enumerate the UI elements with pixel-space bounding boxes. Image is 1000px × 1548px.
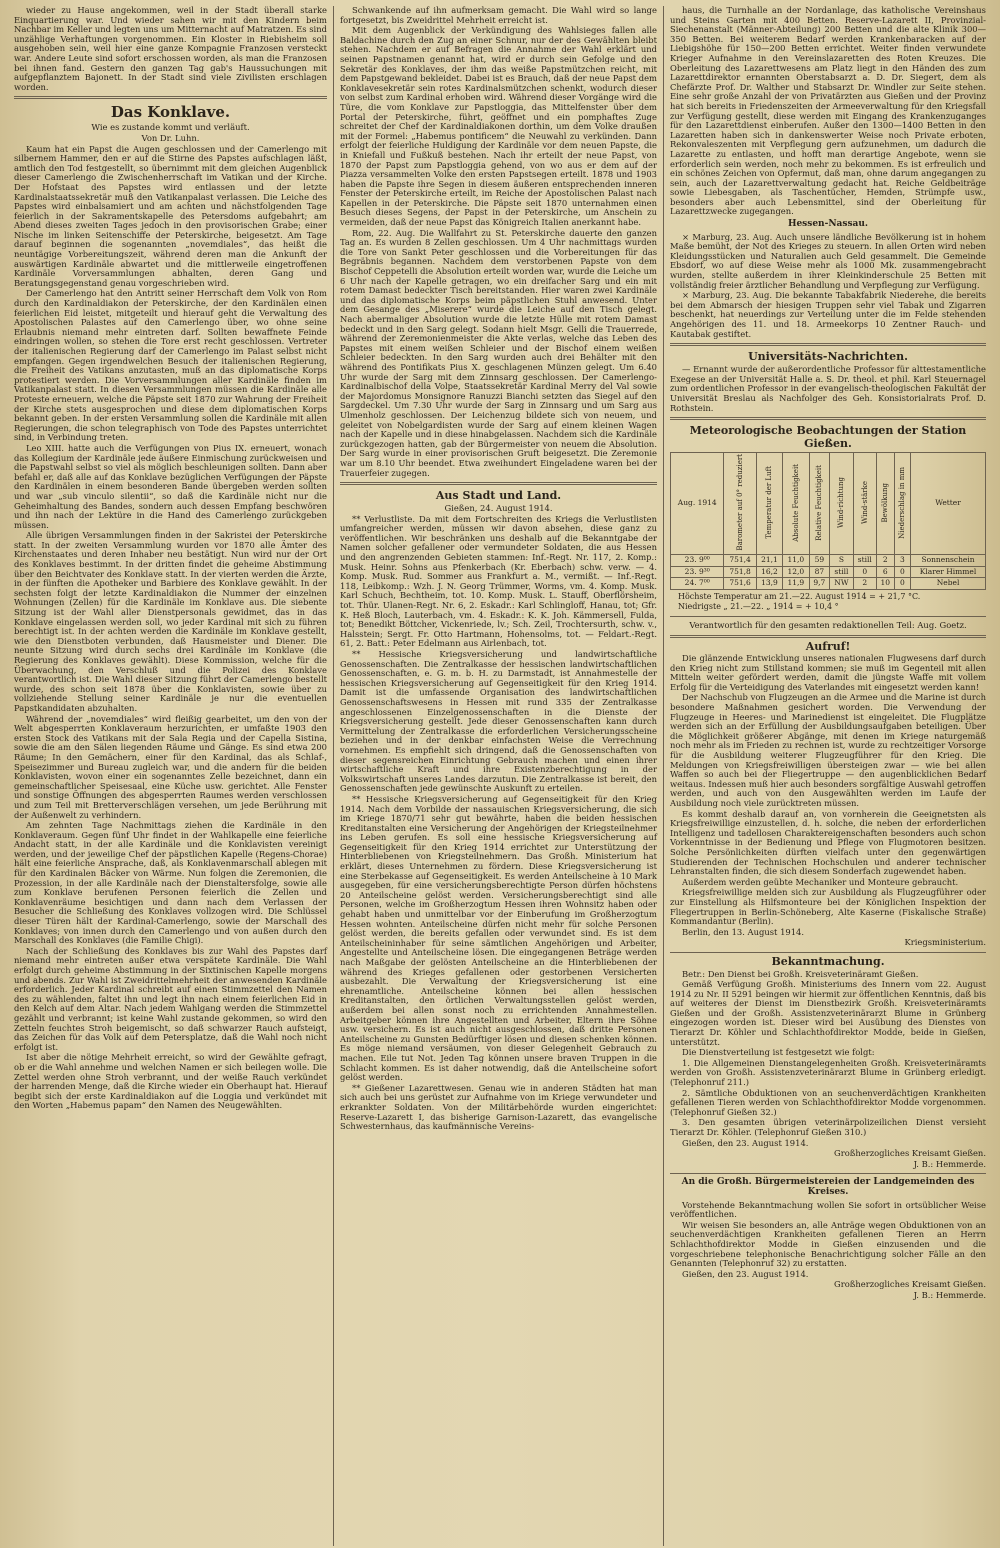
met-cell: 0	[894, 566, 910, 578]
article-title-konklave: Das Konklave.	[110, 103, 231, 122]
met-cell: 16,2	[756, 566, 782, 578]
met-header	[876, 453, 894, 555]
met-row	[671, 555, 986, 567]
met-cell: 13,9	[756, 578, 782, 590]
buergermeister-paragraph: Wir weisen Sie besonders an, alle Anträge wegen Obduktionen von an seuchenverdächtigen Krankheiten gefallenen Tieren an Herrn Schlachthofdirektor Modde in Gießen einzusenden und die vorgeschriebene telephonische Benachrichtigung solcher Fälle an den Genannten (Telephonruf 32) zu erstatten.	[670, 1219, 986, 1269]
met-cell: 87	[809, 566, 830, 578]
met-header-text: Bewölkung	[881, 482, 889, 523]
met-cell: 11,0	[783, 555, 809, 567]
responsible-editor: Verantwortlich für den gesamten redaktionellen Teil: Aug. Goetz.	[689, 619, 967, 630]
met-header	[724, 453, 756, 555]
buergermeister-paragraph: Vorstehende Bekanntmachung wollen Sie sofort in ortsüblicher Weise veröffentlichen.	[670, 1199, 986, 1220]
buergermeister-title: An die Großh. Bürgermeistereien der Landgemeinden des Kreises.	[681, 1177, 975, 1197]
bekanntmachung-paragraph: Die Dienstverteilung ist festgesetzt wie folgt:	[682, 1047, 875, 1058]
met-header-text: Aug. 1914	[677, 498, 717, 508]
met-cell: Nebel	[911, 578, 986, 590]
bekanntmachung-paragraph: Gemäß Verfügung Großh. Ministeriums des Innern vom 22. August 1914 zu Nr. II 5291 beingen wir hiermit zur öffentlichen Kenntnis, daß bis auf weiteres der Dienst im Dienstbezirk Großh. Kreisveterinäramts Gießen und der Großh. Assistenzveterinärarzt Blume in Grünberg eingezogen worden ist. Dieser wird bei Ausübung des Dienstes von Tierarzt Dr. Köhler und Schlachthofdirektor Modde, beide in Gießen, unterstützt.	[670, 979, 986, 1047]
met-header	[756, 453, 782, 555]
bekanntmachung-item: 2. Sämtliche Obduktionen von an seuchenverdächtigen Krankheiten gefallenen Tieren werden von Schlachthofdirektor Modde vorgenommen. (Telephonruf Gießen 32.)	[670, 1087, 986, 1117]
bekanntmachung-item: 1. Die Allgemeinen Dienstangelegenheiten Großh. Kreisveterinäramts werden von Großh. Assistenzveterinärarzt Blume in Grünberg erledigt. (Telephonruf 211.)	[670, 1057, 986, 1088]
konklave-paragraph: Nach der Schließung des Konklaves bis zur Wahl des Papstes darf niemand mehr eintreten außer etwa verspätete Kardinäle. Die Wahl erfolgt durch geheime Abstimmung in der Sixtinischen Kapelle morgens und abends. Zur Wahl ist Zweidrittelmehrheit der anwesenden Kardinäle erforderlich. Jeder Kardinal schreibt auf einen Stimmzettel den Namen des zu wählenden, faltet ihn und legt ihn nach einem feierlichen Eid in den Kelch auf dem Altar. Nach jedem Wahlgang werden die Stimmzettel gezählt und verbrannt; ist keine Wahl zustande gekommen, so wird den Zetteln feuchtes Stroh beigemischt, so daß schwarzer Rauch aufsteigt, das Zeichen für das Volk auf dem Petersplatze, daß die Wahl noch nicht erfolgt ist.	[14, 945, 327, 1052]
konklave-paragraph: Alle übrigen Versammlungen finden in der Sakristei der Peterskirche statt. In der zweiten Versammlung wurden vor 1870 alle Ämter des Kirchenstaates und deren Inhaber neu bestätigt. Nun wird nur der Ort des Konklaves bestimmt. In der dritten findet die geheime Abstimmung über den Beichtvater des Konklave statt. In der vierten werden die Ärzte, in der fünften die Apotheker und Barbiere des Konklave gewählt. In der sechsten folgt der letzte Kardinaldiakon die Nummer der einzelnen Wohnungen (Zellen) für die Kardinäle im Konklave aus. Die siebente Sitzung ist der Wahl aller Dienstpersonals gewidmet, das in das Konklave eingelassen werden soll, wo jeder Kardinal mit sich zu führen berechtigt ist. In der achten werden die Kardinäle im Konklave gestellt, wie den Dienstboten verbunden, daß Hausmeister und Diener. Die neunte Sitzung wird durch sechs drei Kardinäle im Konklave (die Regierung des Konklaves gewählt). Diese Kommission, welche für die Überwachung, den Verschluß und die Polizei des Konklave verantwortlich ist. Die Wahl dieser Sitzung führt der Camerlengo bestellt wurde, des schon seit 1878 über die Konklavisten, sowie über zu vollziehende Stellung seiner Kardinäle je nur die eventuellen Papstkandidaten abzuhalten.	[14, 530, 327, 713]
met-header	[894, 453, 910, 555]
section-title-aus-stadt: Aus Stadt und Land.	[435, 489, 562, 503]
konklave-paragraph: Am zehnten Tage Nachmittags ziehen die Kardinäle in den Konklaveraum. Gegen fünf Uhr findet in der Wahlkapelle eine feierliche Andacht statt, in der alle Kardinäle und die Konklavisten vereinigt werden, und der jeweilige Chef der päpstlichen Kapelle (Regens-Chorae) hält eine feierliche Ansprache, daß, als Konklavenmarschall ablegen mit für den Kardinalen Bäcker von Wärme. Nun folgen die Zeremonien, die Prozession, in der alle Kardinäle nach der Dienstaltersfolge, sowie alle zum Konklave berufenen Personen feierlich die Zellen und Konklavenräume besichtigen und dann nach dem Verlassen der Besucher die Schließung des Konklaves vollzogen wird. Die Schlüssel dieser Türen hält der Kardinal-Camerlengo, sowie der Marschall des Konklaves; von innen durch den Camerlengo und von außen durch den Marschall des Konklaves (die Familie Chigi).	[14, 820, 327, 946]
news-paragraph: — Ernannt wurde der außerordentliche Professor für alttestamentliche Exegese an der Universität Halle a. S. Dr. theol. et phil. Karl Steuernagel zum ordentlichen Professor in der evangelisch-theologischen Fakultät der Universität Breslau als Nachfolger des Geh. Konsistorialrats Prof. D. Rothstein.	[670, 364, 986, 413]
aufruf-signature: Kriegsministerium.	[904, 937, 986, 948]
column-right	[664, 6, 992, 1546]
paragraph: Rom, 22. Aug. Die Wallfahrt zu St. Peterskirche dauerte den ganzen Tag an. Es wurden 8 Zellen geschlossen. Um 4 Uhr nachmittags wurden die Tore von Sankt Peter geschlossen und die Vorbereitungen für das Begräbnis begannen. Nachdem dem verstorbenen Papste von dem Bischof Ceppetelli die Absolution erteilt worden war, wurde die Leiche um 6 Uhr nach der Kapelle getragen, wo ein dreifacher Sarg und ein mit rotem Damast bedeckter Tisch bereitstanden. Hier waren zwei Kardinäle und das diplomatische Korps beim päpstlichen Stuhl anwesend. Unter dem Gesange des „Miserere“ wurde die Leiche auf den Tisch gelegt. Nach abermaliger Absolution wurde die letzte Hülle mit rotem Damast bedeckt und in den Sarg gelegt. Sodann hielt Msgr. Gelli die Trauerrede, während der Zeremonienmeister die Akte verlas, welche das Leben des Papstes mit einem weißen Schleier und der Bischof einem weißen Schleier bedeckten. In den Sarg wurden auch drei Behälter mit den während des Pontifikats Pius X. geschlagenen Münzen gelegt. Um 6.40 Uhr wurde der Sarg mit dem Zinnsarg geschlossen. Der Camerlengo-Kardinalbischof della Volpe, Staatssekretär Kardinal Merry del Val sowie der Majordomus Monsignore Ranuzzi Bianchi setzten das Siegel auf den Sargdeckel. Um 7.30 Uhr wurde der Sarg in Zinnsarg und um Sarg aus Ulmenholz geschlossen. Der Leichenzug bildete sich von neuem, und geleitet von Nobelgardisten wurde der Sarg auf einem kleinen Wagen nach der Kapelle und in diese hinabgelassen. Nachdem sich die Kardinäle zurückgezogen hatten, gab der Bürgermeister von neuem die Absolution. Der Sarg wurde in einer provisorischen Gruft beigesetzt. Die Zeremonie war um 8.10 Uhr beendet. Etwa zweihundert Eingeladene waren bei der Trauerfeier zugegen.	[340, 227, 657, 478]
aufruf-paragraph: Außerdem werden geübte Mechaniker und Monteure gebraucht.	[682, 876, 959, 887]
met-header-text: Absolute Feuchtigkeit	[791, 463, 800, 542]
divider	[670, 952, 986, 953]
news-paragraph: ** Gießener Lazarettwesen. Genau wie in anderen Städten hat man sich auch bei uns gerüstet zur Aufnahme von im Kriege verwundeter und erkrankter Soldaten. Von der Militärbehörde wurden eingerichtet: Reserve-Lazarett I, das bisherige Garnison-Lazarett, das evangelische Schwesternhaus, das kaufmännische Vereins-	[340, 1082, 657, 1132]
met-cell: 6	[876, 566, 894, 578]
bekanntmachung-title: Bekanntmachung.	[771, 954, 885, 968]
met-header-text: Wetter	[935, 498, 961, 508]
buergermeister-signature: Großherzogliches Kreisamt Gießen.	[834, 1279, 986, 1290]
dateline: Gießen, 24. August 1914.	[444, 503, 553, 514]
met-header	[783, 453, 809, 555]
columns	[8, 6, 992, 1546]
met-header-text: Barometer auf 0° reduziert	[735, 454, 744, 551]
aufruf-paragraph: Die glänzende Entwicklung unseres nationalen Flugwesens darf durch den Krieg nicht zum Stillstand kommen; sie muß im Gegenteil mit allen Mitteln weiter gefördert werden, damit die jüngste Waffe mit vollem Erfolg für die Verteidigung des Vaterlandes mit eingesetzt werden kann!	[670, 653, 986, 692]
met-header	[911, 453, 986, 555]
met-cell: Klarer Himmel	[911, 566, 986, 578]
section-title-universitaet: Universitäts-Nachrichten.	[748, 350, 908, 364]
aufruf-paragraph: Kriegsfreiwillige melden sich zur Ausbildung als Flugzeugführer oder zur Einstellung als Hilfsmonteure bei der Königlichen Inspektion der Fliegertruppen in Berlin-Schöneberg, Alte Kaserne (Fiskalische Straße) Kommandantur (Berlin).	[670, 887, 986, 927]
met-cell: 751,8	[724, 566, 756, 578]
divider	[14, 96, 327, 99]
met-cell: 0	[853, 566, 876, 578]
met-cell: 12,0	[783, 566, 809, 578]
met-cell: 0	[894, 578, 910, 590]
met-header	[853, 453, 876, 555]
news-paragraph: × Marburg, 23. Aug. Auch unsere ländliche Bevölkerung ist in hohem Maße bemüht, der Not des Krieges zu steuern. In allen Orten wird neben Kleidungsstücken und Naturalien auch Geld gesammelt. Die Gemeinde Ebsdorf, wo auf diese Weise mehr als 1000 Mk. zusammengebracht wurden, stellte außerdem in ihrer Kleinkinderschule 25 Betten mit vollständig freier ärztlicher Behandlung und Verpflegung zur Verfügung.	[670, 231, 986, 290]
section-heading-hessen-nassau: Hessen-Nassau.	[787, 219, 869, 230]
paragraph: Mit dem Augenblick der Verkündigung des Wahlsieges fallen alle Baldachine durch den Zug an einer Schnur, nur der des Gewählten bleibt stehen. Nachdem er auf Befragen die Annahme der Wahl erklärt und seinen Papstnamen genannt hat, wird er durch sein Gefolge und den Sekretär des Konklaves, der ihm das weiße Papstmützchen reicht, mit dem Papstgewand bekleidet. Dabei ist es Brauch, daß der neue Papst dem Konklavesekretär sein rotes Kardinalsmützchen schenkt, wodurch dieser von selbst zum Kardinal erhoben wird. Während dieser Vorgänge wird die Türe, die vom Konklave zur Papstloggia, das Mittelfenster über dem Portal der Peterskirche, führt, geöffnet und ein pomphaftes Zuge schreitet der Chef der Kardinaldiakonen dorthin, um dem Volke draußen mit der Formel: „Habemus pontificem“ die Neuwahl zu verkünden. Dann erfolgt der feierliche Huldigung der Kardinäle vor dem neuen Papste, die in Kniefall und Fußkuß bestehen. Nach ihr erteilt der neue Papst, von 1870 der Papst zum Papstloggia gehend, von wo aus er dem auf der Piazza versammelten Volke den ersten Papstsegen erteilt. 1878 und 1903 haben die Papste ihre Segen in diesem äußeren entsprechenden inneren Fenster der Peterskirche erteilt, im Reiche der Apostolischen Palast nach Kapellen in der Peterskirche. Die Päpste seit 1870 unternahmen einen Besuch dieses Segens, der Papst in der Peterskirche, um Anschein zu vermeiden, daß der neue Papst das Königreich Italien anerkannt habe.	[340, 25, 657, 228]
met-cell: still	[853, 555, 876, 567]
news-paragraph: ** Verlustliste. Da mit dem Fortschreiten des Kriegs die Verlustlisten umfangreicher werden, müssen wir davon absehen, diese ganz zu veröffentlichen. Wir beschränken uns deshalb auf die Bekanntgabe der Namen solcher gefallener oder vermundeter Soldaten, die aus Hessen und den angrenzenden Gebieten stammen: Inf.-Regt. Nr. 117, 2. Komp.: Musk. Heinr. Sohns aus Pfenkerbach (Kr. Eberbach) schw. verw. — 4. Komp. Musk. Rud. Sommer aus Frankfurt a. M., vermißt. — Inf.-Regt. 118, Leibkomp.: Wzh. J. N. Georg Trümmer, Worms, vm. 4. Komp. Musk. Karl Schuch, Bechtheim, tot. 10. Komp. Musk. L. Stauff, Oberflörsheim, tot. Thür. Ulanen-Regt. Nr. 6, 2. Eskadr.: Karl Schlingloff, Hanau, tot; Gfr. K. Heß Bloch, Lauterbach, vm. 4. Eskadr.: K. K. Joh. Kämmersell, Fulda, tot; Benedikt Böttcher, Vickenriede, lv.; Sch. Zeil, Trochtersurth, schw. v., Halsstein; Sergt. Fr. Otto Hartmann, Hohensolms, tot. — Feldart.-Regt. 61, 2. Batt.: Peter Edelmann aus Airlenbach, tot.	[340, 513, 657, 649]
divider	[670, 635, 986, 638]
met-cell: 10	[876, 578, 894, 590]
news-paragraph: ** Hessische Kriegsversicherung auf Gegenseitigkeit für den Krieg 1914. Nach dem Vorbilde der nassauischen Kriegsversicherung, die sich im Kriege 1870/71 sehr gut bewährte, haben die beiden hessischen Kreditanstalten eine Versicherung der Angehörigen der Kriegsteilnehmer ins Leben gerufen. Es soll eine hessische Kriegsversicherung auf Gegenseitigkeit für den Krieg 1914 errichtet zur Unterstützung der Hinterbliebenen von Kriegsteilnehmern. Das Großh. Ministerium hat erklärt, dieses Unternehmen zu fördern. Diese Kriegsversicherung ist eine Sterbekasse auf Gegenseitigkeit. Es werden Anteilscheine à 10 Mark ausgegeben, für eine versicherungsberechtigte Person dürfen höchstens 20 Anteilscheine gelöst werden. Versicherungsberechtigt sind alle Personen, welche im Großherzogtum Hessen ihren Wohnsitz haben oder gehabt haben und unmittelbar vor der Einberufung im Großherzogtum Hessen wohnten. Anteilscheine dürfen nicht mehr für solche Personen gelöst werden, die bereits gefallen oder verwundet sind. Es ist dem Anteilscheininhaber für seine sämtlichen Angehörigen und Arbeiter, Angestellte und Anteilscheine lösen. Die eingegangenen Beträge werden nach Maßgabe der gelösten Anteilscheine an die Hinterbliebenen der während des Krieges gefallenen oder gestorbenen Versicherten ausbezahlt. Die Verwaltung der Kriegsversicherung ist eine ehrenamtliche. Anteilscheine können bei allen hessischen Kreditanstalten, den örtlichen Verwaltungsstellen gelöst werden, außerdem bei allen sonst noch zu errichtenden Annahmestellen. Arbeitgeber können ihre Angestellten und Arbeiter, Eltern ihre Söhne usw. versichern. Es ist auch nicht ausgeschlossen, daß dritte Personen Anteilscheine zu Gunsten Bedürftiger lösen und diesen schenken können. Es möge niemand versäumen, von dieser Gelegenheit Gebrauch zu machen. Eile tut Not. Jeden Tag können unsere braven Truppen in die Schlacht kommen. Es ist daher notwendig, daß die Anteilscheine sofort gelöst werden.	[340, 793, 657, 1083]
aufruf-paragraph: Der Nachschub von Flugzeugen an die Armee und die Marine ist durch besondere Maßnahmen gesichert worden. Die Verwendung der Flugzeuge in Heeres- und Marinedienst ist eingeleitet. Die Flugplätze werden sich an der Erfüllung der Ausbildungsaufgaben beteiligen. Über die Möglichkeit größerer Abgänge, mit denen im Kriege naturgemäß noch mehr als im Frieden zu rechnen ist, wurde zu rechtzeitiger Vorsorge für die Ausbildung weiterer Flugzeugführer für den Krieg. Die Meldungen von Kriegsfreiwilligen übersteigen zwar — wie bei allen Waffen so auch bei der Fliegertruppe — den augenblicklichen Bedarf weitaus. Indessen muß hier auch besonders sorgfältige Auswahl getroffen werden, und auch von den Ausgewählten werden im Laufe der Ausbildung noch viele zurücktreten müssen.	[670, 692, 986, 809]
met-cell: 2	[876, 555, 894, 567]
met-header-text: Relative Feuchtigkeit	[815, 464, 824, 541]
konklave-paragraph: Ist aber die nötige Mehrheit erreicht, so wird der Gewählte gefragt, ob er die Wahl annehme und welchen Namen er sich beilegen wolle. Die Zettel werden ohne Stroh verbrannt, und der weiße Rauch verkündet der harrenden Menge, daß die Kirche wieder ein Oberhaupt hat. Hierauf begibt sich der erste Kardinaldiakon auf die Loggia und verkündet mit den Worten „Habemus papam“ den Namen des Neugewählten.	[14, 1052, 327, 1111]
article-author: Von Dr. Luhn.	[141, 132, 200, 143]
met-table	[670, 452, 986, 590]
met-cell: 24. 7⁰⁰	[671, 578, 724, 590]
news-paragraph: ** Hessische Kriegsversicherung und landwirtschaftliche Genossenschaften. Die Zentralkasse der hessischen landwirtschaftlichen Genossenschaften, e. G. m. b. H. zu Darmstadt, ist Annahmestelle der hessischen Kriegsversicherung auf Gegenseitigkeit für den Krieg 1914. Damit ist die umfassende Organisation des landwirtschaftlichen Genossenschaftswesens in Hessen mit rund 335 der Zentralkasse angeschlossenen Einzelgenossenschaften in die Dienste der Kriegsversicherung gestellt. Jede dieser Genossenschaften kann durch Vermittelung der Zentralkasse die erforderlichen Versicherungsscheine beziehen und in der denkbar einfachsten Weise die Verrechnung vornehmen. Es empfiehlt sich dringend, daß die Genossenschaften von dieser segensreichen Einrichtung Gebrauch machen und einen ihrer wirtschaftliche Kraft und ihre Existenzberechtigung in der Volkswirtschaft unseres Landes darzutun. Die Zentralkasse ist bereit, den Genossenschaften jede gewünschte Auskunft zu erteilen.	[340, 649, 657, 794]
column-middle	[334, 6, 664, 1546]
konklave-paragraph: Der Camerlengo hat den Antritt seiner Herrschaft dem Volk von Rom durch den Kardinaldiakon der Peterskirche, der den Kardinälen einen feierlichen Eid leistet, mitgeteilt und hierauf geht die Verwaltung des Apostolischen Palastes auf den Camerlengo über, wo ohne seine Erlaubnis niemand mehr eintreten darf. Sollten bewaffnete Feinde eindringen wollen, so stehen die Tore erst recht geschlossen. Vertreter der italienischen Regierung darf der Camerlengo im Palast selbst nicht empfangen. Gegen irgendwelchen Besuch der italienischen Regierung, die Freiheit des Vatikans anzutasten, muß an das diplomatische Korps protestiert werden. Die Vorversammlungen aller Kardinäle finden im Vatikanpalast statt. In diesen Versammlungen müssen die Kardinäle alle Proteste erneuern, welche die Päpste seit 1870 zur Wahrung der Freiheit der Kirche stets ausgesprochen und diese dem diplomatischen Korps bekannt geben. In der ersten Versammlung sollen die Kardinäle mit allen Regierungen, die schon telegraphisch von Tode des Papstes unterrichtet sind, in Verbindung treten.	[14, 288, 327, 443]
buergermeister-signature: J. B.: Hemmerde.	[913, 1289, 986, 1300]
column-left	[8, 6, 334, 1546]
bekanntmachung-signature: Großherzogliches Kreisamt Gießen.	[834, 1148, 986, 1159]
divider	[340, 482, 657, 485]
buergermeister-date: Gießen, den 23. August 1914.	[682, 1268, 809, 1279]
met-header	[809, 453, 830, 555]
met-body	[671, 555, 986, 590]
met-note: Höchste Temperatur am 21.—22. August 1914 = + 21,7 °C.	[678, 591, 921, 601]
met-cell: 3	[894, 555, 910, 567]
aufruf-paragraph: Berlin, den 13. August 1914.	[682, 926, 805, 937]
divider	[670, 417, 986, 420]
konklave-paragraph: Leo XIII. hatte auch die Verfügungen von Pius IX. erneuert, wonach das Kollegium der Kardinäle jede äußere Einmischung zurückweisen und die Papstwahl selbst so viel als möglich beschleunigen sollten. Dann aber befahl er, daß alle auf das Konklave bezüglichen Verfügungen der Päpste den Kardinälen in einem besonderen Bande übergeben werden sollten und war „sub vinculo silentii“, so daß die Kardinäle nicht nur die Geheimhaltung des Bandes, sondern auch dessen Empfang beschwören und ihn nach der Lektüre in die Hand des Camerlengo zurückgeben müssen.	[14, 442, 327, 530]
bekanntmachung-item: 3. Den gesamten übrigen veterinärpolizeilichen Dienst versieht Tierarzt Dr. Köhler. (Telephonruf Gießen 310.)	[670, 1117, 986, 1138]
aufruf-title: Aufruf!	[805, 639, 851, 653]
divider	[670, 1173, 986, 1174]
met-cell: 23. 9⁰⁰	[671, 555, 724, 567]
konklave-paragraph: Kaum hat ein Papst die Augen geschlossen und der Camerlengo mit silbernem Hammer, den er auf die Stirne des Papstes aufschlagen läßt, amtlich den Tod festgestellt, so übernimmt mit dem gleichen Augenblick dieser Camerlengo die Zwischenherrschaft im Vatikan und der Kirche. Der Hofstaat des Papstes wird entlassen und der letzte Kardinalstaatssekretär muß den Vatikanpalast verlassen. Die Leiche des Papstes wird einbalsamiert und am achten und nächstfolgenden Tage feierlich in der Sakramentskapelle des Petersdoms aufgebahrt; am Abend dieses zweiten Tages jedoch in den provisorischen Grabe; einer Nische im linken Seitenschiffe der Peterskirche, beigesetzt. Am Tage darauf beginnen die sogenannten „novemdiales“, das heißt die neuntägige Vorbereitungszeit, während deren man die Ankunft der auswärtigen Kardinäle abwartet und die mittlerweile eingetroffenen Kardinäle Vorversammlungen abhalten, deren Gang und Beratungsgegenstand genau vorgeschrieben wird.	[14, 143, 327, 288]
news-paragraph: × Marburg, 23. Aug. Die bekannte Tabakfabrik Niederehe, die bereits bei dem Abmarsch der hiesigen Truppen sehr viel Tabak und Zigarren beschenkt, hat neuerdings zur Verteilung unter die im Felde stehenden Angehörigen des 11. und 18. Armeekorps 10 Zentner Rauch- und Kautabak gestiftet.	[670, 290, 986, 339]
intro-paragraph: wieder zu Hause angekommen, weil in der Stadt überall starke Einquartierung war. Und wieder sahen wir mit den Kindern beim Nachbar im Keller und legten uns um Mitternacht auf Matratzen. Es sind unzählige Verhaftungen vorgenommen. Ein Kloster in Riebisheim soll ausgehoben sein, weil hier eine ganze Kompagnie Franzosen versteckt war. Andere Leute sind sofort erschossen worden, als man die Franzosen bei ihnen fand. Gestern den ganzen Tag gab's Haussuchungen mit aufgepflanztem Bajonett. In der Stadt sind viele Zivilisten erschlagen worden.	[14, 6, 327, 92]
met-cell: NW	[830, 578, 853, 590]
met-header	[830, 453, 853, 555]
met-cell: S	[830, 555, 853, 567]
met-cell: 11,9	[783, 578, 809, 590]
met-cell: Sonnenschein	[911, 555, 986, 567]
met-header	[671, 453, 724, 555]
met-note: Niedrigste „ 21.—22. „ 1914 = + 10,4 °	[678, 602, 839, 612]
met-header-text: Temperatur der Luft	[765, 466, 774, 539]
met-cell: 751,4	[724, 555, 756, 567]
met-header-text: Niederschlag in mm	[898, 466, 907, 539]
paragraph: haus, die Turnhalle an der Nordanlage, das katholische Vereinshaus und Steins Garten mit 400 Betten. Reserve-Lazarett II, Provinzial-Siechenanstalt (Männer-Abteilung) 200 Betten und die alte Klinik 300—350 Betten. Bei weiterem Bedarf werden Krankenbaracken auf der Liebigshöhe für 150—200 Betten errichtet. Weiter finden verwundete Krieger Aufnahme in den Vereinslazaretten des Roten Kreuzes. Die Oberleitung des Lazarettwesens am Platz liegt in den Händen des zum Lazarettdirektor ernannten Oberstabsarzt a. D. Dr. Siegert, dem als Chefärzte Prof. Dr. Walther und Stabsarzt Dr. Windler zur Seite stehen. Eine sehr große Anzahl der von Privatärzten aus Gießen und der Provinz hat sich bereits in Friedenszeiten der Armeeverwaltung für den Kriegsfall zur Verfügung gestellt, diese werden mit Eingang des Krankenzuganges für den Lazarettdienst einberufen. Außer den 1300—1400 Betten in den Lazaretten haben sich in dankenswerter Weise noch Private erboten, Rekonvaleszenten mit Verpflegung gern aufzunehmen, um dadurch die Lazarette zu entlasten, und hofft man derartige Angebote, wenn sie erforderlich sein werden, noch mehr zu bekommen. Es ist erfreulich und ein schönes Zeichen von Opfermut, daß man, ohne darum angegangen zu sein, auch der Lazarettverwaltung gedacht hat. Reiche Geldbeiträge sowie Liebesgaben, als Taschentücher, Hemden, Strümpfe usw., besonders aber auch Lebensmittel, sind der Oberleitung für Lazarettzwecke zugegangen.	[670, 6, 986, 217]
divider	[670, 343, 986, 346]
article-subtitle: Wie es zustande kommt und verläuft.	[91, 122, 250, 133]
met-title: Meteorologische Beobachtungen der Station Gießen.	[689, 424, 967, 451]
divider	[670, 616, 986, 617]
met-cell: 23. 9³⁰	[671, 566, 724, 578]
met-cell: 2	[853, 578, 876, 590]
met-cell: still	[830, 566, 853, 578]
aufruf-paragraph: Es kommt deshalb darauf an, von vornherein die Geeignetsten als Kriegsfreiwillige einzustellen, d. h. solche, die neben der erforderlichen Intelligenz und tadellosen Charaktereigenschaften besonders auch schon Vorkenntnisse in der Bedienung und Pflege von Flugmotoren besitzen. Solche Persönlichkeiten dürften vielfach unter den gegenwärtigen Studierenden der Technischen Hochschulen und anderer technischer Lehranstalten finden, die sich diesem Sonderfach zugewendet haben.	[670, 808, 986, 877]
met-row	[671, 578, 986, 590]
bekanntmachung-date: Gießen, den 23. August 1914.	[682, 1137, 809, 1148]
met-cell: 21,1	[756, 555, 782, 567]
met-header-text: Wind-stärke	[860, 480, 869, 524]
konklave-paragraph: Während der „novemdiales“ wird fleißig gearbeitet, um den von der Welt abgesperrten Konklaveraum herzurichten, er umfaßte 1903 den ersten Stock des Vatikans mit der Sala Regia und der Capella Sistina, sowie die am den Sälen liegenden Räume und Gänge. Es sind etwa 200 Räume; In den Gemächern, einer für den Kardinal, das als Schlaf-, Speisezimmer und Bureau zugleich war, und die andern für die beiden Konklavisten, wovon einer ein sogenanntes Zelle bezeichnet, dann ein gemeinschaftlicher Speisesaal, eine Küche usw. gerichtet. Alle Fenster und sonstige Öffnungen des abgesperrten Raumes werden verschlossen und zum Teil mit Bretterverschlägen versehen, um jede Berührung mit der Außenwelt zu verhindern.	[14, 713, 327, 820]
met-cell: 751,6	[724, 578, 756, 590]
met-header-text: Wind-richtung	[837, 476, 846, 528]
met-row	[671, 566, 986, 578]
paragraph: Schwankende auf ihn aufmerksam gemacht. Die Wahl wird so lange fortgesetzt, bis Zweidrittel Mehrheit erreicht ist.	[340, 6, 657, 25]
bekanntmachung-betr: Betr.: Den Dienst bei Großh. Kreisveterinäramt Gießen.	[682, 968, 919, 979]
met-header-row	[671, 453, 986, 555]
bekanntmachung-signature: J. B.: Hemmerde.	[913, 1158, 986, 1169]
met-cell: 9,7	[809, 578, 830, 590]
met-cell: 59	[809, 555, 830, 567]
